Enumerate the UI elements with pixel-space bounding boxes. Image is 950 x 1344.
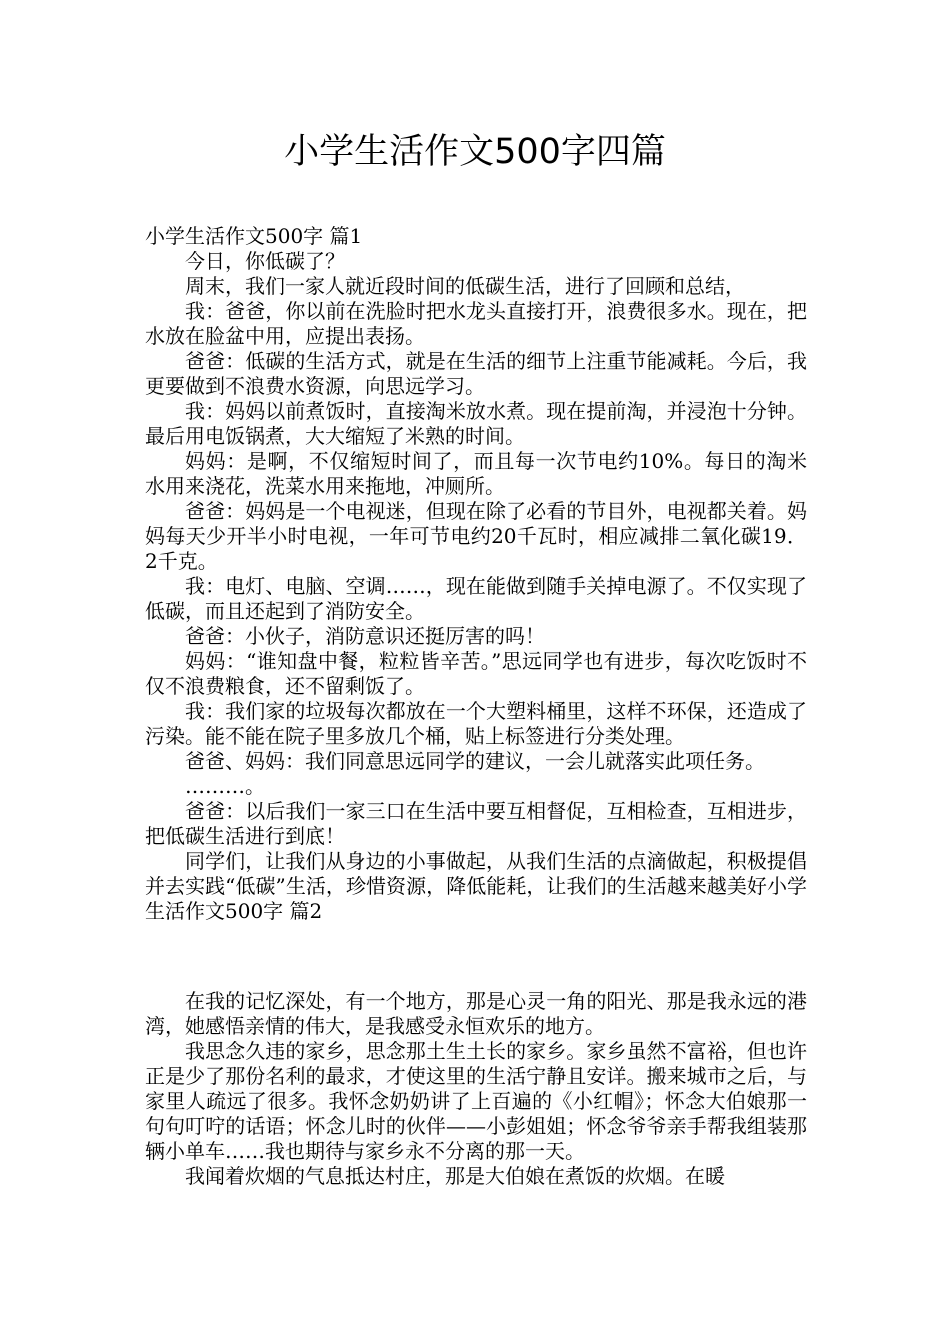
body-paragraph: 在我的记忆深处，有一个地方，那是心灵一角的阳光、那是我永远的港湾，她感悟亲情的伟大，是我感受永恒欢乐的地方。 (145, 989, 807, 1038)
document-title: 小学生活作文500字四篇 (284, 132, 666, 172)
body-paragraph: 同学们，让我们从身边的小事做起，从我们生活的点滴做起，积极提倡并去实践“低碳”生活，珍惜资源，降低能耗，让我们的生活越来越美好小学生活作文500字 篇2 (145, 849, 807, 923)
body-paragraph: 我：我们家的垃圾每次都放在一个大塑料桶里，这样不环保，还造成了污染。能不能在院子里多放几个桶，贴上标签进行分类处理。 (145, 699, 807, 748)
body-paragraph: 爸爸、妈妈：我们同意思远同学的建议，一会儿就落实此项任务。 (185, 749, 765, 773)
section-heading: 小学生活作文500字 篇1 (145, 224, 363, 248)
body-paragraph: 今日，你低碳了？ (185, 249, 345, 273)
body-paragraph: 周末，我们一家人就近段时间的低碳生活，进行了回顾和总结， (185, 274, 745, 298)
body-paragraph: 爸爸：小伙子，消防意识还挺厉害的吗！ (185, 624, 545, 648)
body-paragraph: 爸爸：妈妈是一个电视迷，但现在除了必看的节目外，电视都关着。妈妈每天少开半小时电视，一年可节电约20千瓦时，相应减排二氧化碳19．2千克。 (145, 499, 807, 573)
body-paragraph: 我闻着炊烟的气息抵达村庄，那是大伯娘在煮饭的炊烟。在暖 (185, 1164, 725, 1188)
body-paragraph: 我：妈妈以前煮饭时，直接淘米放水煮。现在提前淘，并浸泡十分钟。最后用电饭锅煮，大大缩短了米熟的时间。 (145, 399, 807, 448)
body-paragraph: 爸爸：以后我们一家三口在生活中要互相督促，互相检查，互相进步，把低碳生活进行到底！ (145, 799, 807, 848)
blank-line (145, 944, 807, 969)
body-paragraph: 妈妈：是啊，不仅缩短时间了，而且每一次节电约10%。每日的淘米水用来浇花，洗菜水用来拖地，冲厕所。 (145, 449, 807, 498)
body-paragraph: 我：爸爸，你以前在洗脸时把水龙头直接打开，浪费很多水。现在，把水放在脸盆中用，应提出表扬。 (145, 299, 807, 348)
body-paragraph: 我：电灯、电脑、空调……，现在能做到随手关掉电源了。不仅实现了低碳，而且还起到了消防安全。 (145, 574, 807, 623)
body-paragraph: 爸爸：低碳的生活方式，就是在生活的细节上注重节能减耗。今后，我更要做到不浪费水资源，向思远学习。 (145, 349, 807, 398)
body-paragraph: 我思念久违的家乡，思念那土生土长的家乡。家乡虽然不富裕，但也许正是少了那份名利的最求，才使这里的生活宁静且安详。搬来城市之后，与家里人疏远了很多。我怀念奶奶讲了上百遍的《小红帽》；怀念大伯娘那一句句叮咛的话语；怀念儿时的伙伴——小彭姐姐；怀念爷爷亲手帮我组装那辆小单车……我也期待与家乡永不分离的那一天。 (145, 1039, 807, 1163)
body-paragraph: 妈妈：“谁知盘中餐，粒粒皆辛苦。”思远同学也有进步，每次吃饭时不仅不浪费粮食，还不留剩饭了。 (145, 649, 807, 698)
document-body (145, 224, 807, 1189)
body-paragraph: ………。 (185, 774, 265, 798)
